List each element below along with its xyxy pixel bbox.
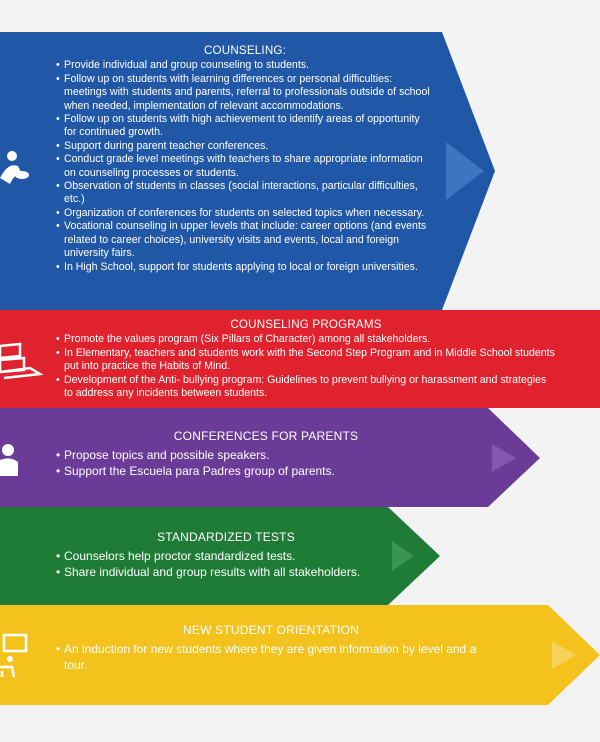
speaker-icon <box>0 442 24 478</box>
list-item: • Support during parent teacher conferences. <box>56 140 434 153</box>
list-item: • Promote the values program (Six Pillars of Character) among all stakeholders. <box>56 333 556 346</box>
books-icon <box>0 338 48 388</box>
section-title: COUNSELING PROGRAMS <box>230 318 382 331</box>
section-title: NEW STUDENT ORIENTATION <box>183 623 359 637</box>
people-talking-icon <box>0 144 40 194</box>
section-title: STANDARDIZED TESTS <box>157 530 295 544</box>
section-standardized-tests <box>0 507 445 605</box>
list-item: • Counselors help proctor standardized tests. <box>56 548 396 564</box>
list-item: • Development of the Anti- bullying program: Guidelines to prevent bullying or harassment and strategies to address any incidents between students. <box>56 374 556 401</box>
section-counseling-programs <box>0 310 600 408</box>
list-item: • Organization of conferences for students on selected topics when necessary. <box>56 207 434 220</box>
list-item: • Share individual and group results with all stakeholders. <box>56 564 396 580</box>
list-item: • In Elementary, teachers and students work with the Second Step Program and in Middle School students put into practice the Habits of Mind. <box>56 347 556 374</box>
section-title: COUNSELING: <box>203 44 287 57</box>
section-conferences-parents <box>0 408 545 507</box>
list-item: • An induction for new students where they are given information by level and a tour. <box>56 641 486 673</box>
section-title: CONFERENCES FOR PARENTS <box>173 429 359 443</box>
list-item: • Support the Escuela para Padres group of parents. <box>56 463 476 479</box>
list-item: • Follow up on students with high achievement to identify areas of opportunity for continued growth. <box>56 113 434 140</box>
section-new-student-orientation <box>0 605 600 705</box>
section-counseling <box>0 32 500 310</box>
list-item: • Propose topics and possible speakers. <box>56 447 476 463</box>
list-item: • Provide individual and group counseling to students. <box>56 59 434 72</box>
list-item: • In High School, support for students applying to local or foreign universities. <box>56 261 434 274</box>
list-item: • Conduct grade level meetings with teachers to share appropriate information on counseling processes or students. <box>56 153 434 180</box>
list-item: • Follow up on students with learning differences or personal difficulties: meetings with students and parents, referral to professionals outside of school when needed, implementation of relevant accommodations. <box>56 73 434 113</box>
list-item: • Vocational counseling in upper levels that include: career options (and events related to career choices), university visits and events, local and foreign university fairs. <box>56 220 434 260</box>
list-item: • Observation of students in classes (social interactions, particular difficulties, etc.) <box>56 180 434 207</box>
classroom-icon <box>0 631 36 679</box>
